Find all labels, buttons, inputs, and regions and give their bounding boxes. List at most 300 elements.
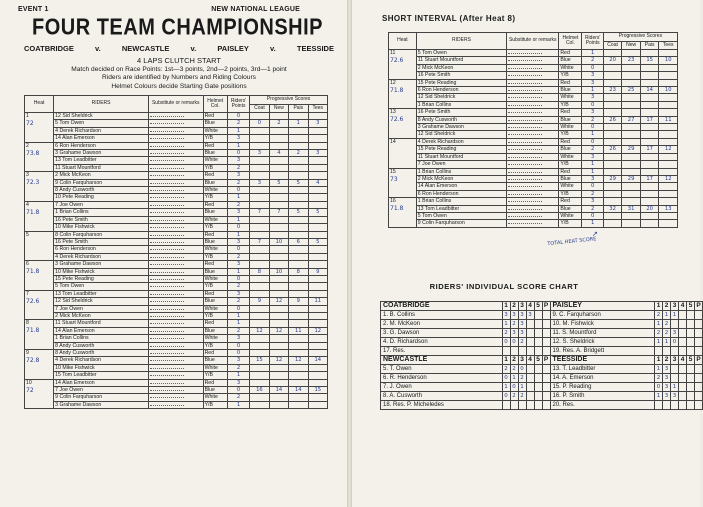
rider-points: 1	[227, 127, 249, 134]
helmet-colour: Red	[203, 261, 227, 268]
rider-points: 1	[582, 220, 603, 227]
helmet-colour: Blue	[203, 268, 227, 275]
rider-name: 1 Brian Collins	[416, 198, 506, 205]
rider-points: 2	[227, 364, 249, 371]
progressive-score: 9	[289, 298, 308, 305]
progressive-score	[308, 342, 327, 349]
rider-name: 10 Mike Fishwick	[54, 268, 149, 275]
rider-row	[25, 172, 328, 179]
progressive-score: 13	[659, 205, 678, 212]
rider-name: 7 Joe Owen	[54, 305, 149, 312]
rule-line: Match decided on Race Points: 1st—3 points, 2nd—2 points, 3rd—1 point	[71, 65, 287, 73]
progressive-score	[289, 342, 308, 349]
rider-name: 8 Colin Farquharson	[54, 231, 149, 238]
substitute-cell	[148, 238, 203, 245]
substitute-cell	[148, 120, 203, 127]
helmet-colour: White	[559, 212, 582, 219]
rider-points: 0	[582, 64, 603, 71]
team-heading: TEESSIDE	[550, 355, 655, 364]
progressive-score: 2	[269, 120, 288, 127]
rider-points: 1	[582, 168, 603, 175]
rider-name: 3 Grahame Dawson	[54, 150, 149, 157]
substitute-cell	[148, 372, 203, 379]
heat-cell	[389, 50, 417, 80]
ride-score	[534, 346, 542, 355]
progressive-score	[269, 350, 288, 357]
progressive-score	[289, 172, 308, 179]
helmet-colour: Blue	[203, 209, 227, 216]
rider-name: 1 Brian Collins	[54, 335, 149, 342]
progressive-score	[289, 275, 308, 282]
ride-column-header: P	[543, 356, 549, 364]
rider-points: 2	[227, 120, 249, 127]
heat-number: 10	[26, 379, 32, 386]
rider-name: 13. T. Leadbitter	[550, 364, 655, 373]
progressive-score	[269, 127, 288, 134]
progressive-score	[622, 50, 641, 57]
progressive-score: 4	[308, 179, 327, 186]
substitute-cell	[507, 109, 559, 116]
substitute-cell	[148, 194, 203, 201]
progressive-score	[289, 135, 308, 142]
ride-score	[655, 346, 663, 355]
progressive-score	[659, 64, 678, 71]
progressive-score	[250, 275, 269, 282]
helmet-colour: White	[203, 275, 227, 282]
rider-points: 0	[582, 101, 603, 108]
substitute-cell	[507, 131, 559, 138]
progressive-score	[640, 124, 659, 131]
rider-row	[389, 72, 678, 79]
heat-time: 72.3	[26, 179, 40, 187]
progressive-score	[603, 50, 622, 57]
rider-row	[389, 220, 678, 227]
progressive-score	[250, 194, 269, 201]
helmet-colour: Blue	[203, 387, 227, 394]
helmet-colour: Red	[559, 50, 582, 57]
progressive-score	[659, 50, 678, 57]
rider-row	[25, 298, 328, 305]
ride-score	[687, 310, 695, 319]
ride-score	[695, 400, 703, 409]
rider-name: 7 Joe Owen	[54, 201, 149, 208]
substitute-cell	[148, 298, 203, 305]
ride-score	[679, 382, 687, 391]
helmet-colour: Blue	[559, 175, 582, 182]
substitute-cell	[507, 101, 559, 108]
progressive-score: 3	[250, 150, 269, 157]
progressive-score	[640, 79, 659, 86]
rider-points: 0	[227, 113, 249, 120]
progressive-score	[659, 109, 678, 116]
heat-time: 71.8	[390, 205, 404, 213]
progressive-score	[269, 372, 288, 379]
progressive-score: 12	[269, 298, 288, 305]
heat-cell	[25, 320, 54, 350]
rider-name: 16 Pete Smith	[54, 216, 149, 223]
progressive-score: 29	[603, 175, 622, 182]
chart-title: RIDERS' INDIVIDUAL SCORE CHART	[429, 281, 579, 291]
ride-score	[655, 400, 663, 409]
progressive-score: 15	[250, 357, 269, 364]
progressive-score	[622, 94, 641, 101]
progressive-score: 5	[269, 179, 288, 186]
progressive-score	[269, 194, 288, 201]
rider-row	[25, 275, 328, 282]
heat-time: 72.6	[390, 116, 404, 124]
ride-score	[679, 319, 687, 328]
progressive-score	[622, 190, 641, 197]
rider-name: 6 Ron Henderson	[416, 87, 506, 94]
substitute-cell	[507, 87, 559, 94]
progressive-score	[308, 394, 327, 401]
rider-points: 1	[582, 50, 603, 57]
rider-points: 3	[582, 72, 603, 79]
substitute-cell	[148, 275, 203, 282]
rider-name: 10. M. Fishwick	[550, 319, 655, 328]
ride-score: 1	[671, 310, 679, 319]
helmet-colour: Y/B	[559, 220, 582, 227]
rider-name: 4 Derek Richardson	[54, 253, 149, 260]
progressive-score	[289, 113, 308, 120]
col-new: New	[269, 104, 288, 113]
rider-points: 2	[227, 283, 249, 290]
ride-score	[695, 328, 703, 337]
heat-time: 71.8	[26, 208, 40, 216]
ride-score: 1	[655, 319, 663, 328]
substitute-cell	[507, 57, 559, 64]
race-rules	[18, 57, 340, 91]
progressive-score	[603, 109, 622, 116]
rider-name: 2 Mick McKeon	[416, 64, 506, 71]
ride-score	[695, 310, 703, 319]
ride-score: 3	[526, 310, 534, 319]
arrow-icon: ↗	[592, 230, 598, 238]
progressive-score: 17	[640, 116, 659, 123]
progressive-score	[269, 401, 288, 408]
rider-name: 5 Tom Owen	[416, 212, 506, 219]
progressive-score	[308, 164, 327, 171]
ride-score: 2	[655, 328, 663, 337]
col-coat: Coat	[603, 41, 622, 50]
rider-name: 14. A. Emerson	[550, 373, 655, 382]
progressive-score	[250, 305, 269, 312]
progressive-score	[269, 312, 288, 319]
rider-row	[389, 175, 678, 182]
chart-row	[381, 373, 703, 382]
rider-points: 1	[582, 87, 603, 94]
progressive-score	[659, 72, 678, 79]
progressive-score	[622, 72, 641, 79]
rider-points: 2	[227, 298, 249, 305]
helmet-colour: Y/B	[203, 135, 227, 142]
rider-points: 2	[227, 253, 249, 260]
progressive-score	[603, 94, 622, 101]
progressive-score	[308, 379, 327, 386]
rider-row	[389, 50, 678, 57]
progressive-score	[603, 190, 622, 197]
progressive-score	[289, 305, 308, 312]
substitute-cell	[148, 164, 203, 171]
progressive-score: 12	[659, 175, 678, 182]
rider-points: 3	[227, 172, 249, 179]
progressive-score	[289, 164, 308, 171]
ride-score	[663, 346, 671, 355]
rider-points: 2	[227, 327, 249, 334]
progressive-score	[250, 283, 269, 290]
team-heading: NEWCASTLE	[381, 355, 503, 364]
ride-score: 0	[671, 337, 679, 346]
helmet-colour: Y/B	[203, 401, 227, 408]
progressive-score	[659, 183, 678, 190]
progressive-score	[250, 172, 269, 179]
ride-column-header: 5	[687, 301, 695, 310]
helmet-colour: Y/B	[203, 342, 227, 349]
heat-cell	[389, 79, 417, 109]
helmet-colour: Red	[203, 231, 227, 238]
ride-score: 3	[518, 310, 526, 319]
substitute-cell	[148, 394, 203, 401]
ride-score	[695, 382, 703, 391]
ride-score: 1	[502, 382, 510, 391]
progressive-score: 20	[640, 205, 659, 212]
rider-row	[389, 79, 678, 86]
col-riders: RIDERS	[54, 96, 149, 113]
substitute-cell	[148, 224, 203, 231]
substitute-cell	[148, 357, 203, 364]
ride-column-header: 5	[534, 355, 542, 364]
progressive-score	[622, 138, 641, 145]
progressive-score	[250, 187, 269, 194]
progressive-score: 3	[308, 120, 327, 127]
rider-points: 0	[227, 342, 249, 349]
ride-column-header: 5	[687, 355, 695, 364]
rider-row	[389, 146, 678, 153]
rider-row	[25, 312, 328, 319]
ride-score: 2	[518, 391, 526, 400]
rider-name: 12 Sid Sheldrick	[416, 131, 506, 138]
rider-row	[25, 327, 328, 334]
heat-time: 71.8	[26, 268, 40, 276]
ride-score: 2	[502, 328, 510, 337]
progressive-score	[659, 131, 678, 138]
ride-score	[502, 400, 510, 409]
progressive-score	[622, 109, 641, 116]
rider-row	[25, 120, 328, 127]
rider-name: 5 Tom Owen	[54, 283, 149, 290]
event-label: EVENT 1	[18, 6, 49, 13]
ride-score: 2	[510, 319, 518, 328]
rider-points: 3	[227, 379, 249, 386]
substitute-cell	[507, 175, 559, 182]
col-progressive: Progressive Scores	[250, 96, 328, 105]
ride-column-header: 5	[534, 301, 542, 310]
progressive-score	[659, 198, 678, 205]
rider-name: 3 Grahame Dawson	[54, 261, 149, 268]
progressive-score	[269, 201, 288, 208]
ride-score	[510, 400, 518, 409]
progressive-score	[269, 379, 288, 386]
progressive-score	[640, 153, 659, 160]
rider-name: 5 Tom Owen	[54, 120, 149, 127]
progressive-score	[308, 401, 327, 408]
ride-score	[679, 400, 687, 409]
col-helmet: Helmet Col.	[203, 96, 227, 113]
progressive-score	[289, 312, 308, 319]
ride-score: 2	[518, 337, 526, 346]
ride-score	[510, 346, 518, 355]
rider-points: 2	[582, 190, 603, 197]
progressive-score: 17	[640, 175, 659, 182]
rider-points: 1	[227, 142, 249, 149]
rider-row	[389, 131, 678, 138]
substitute-cell	[507, 94, 559, 101]
progressive-score: 31	[622, 205, 641, 212]
col-tees: Tees	[308, 104, 327, 113]
ride-score: 2	[663, 319, 671, 328]
progressive-score	[622, 183, 641, 190]
ride-column-header: 2	[663, 301, 671, 310]
rider-name: 5. T. Owen	[381, 364, 503, 373]
ride-score	[534, 364, 542, 373]
progressive-score: 6	[289, 238, 308, 245]
heat-number: 2	[26, 142, 29, 149]
rider-row	[389, 64, 678, 71]
rider-row	[389, 168, 678, 175]
ride-column-header: P	[543, 302, 549, 310]
rider-points: 2	[227, 394, 249, 401]
progressive-score	[603, 124, 622, 131]
heat-number: 5	[26, 231, 29, 238]
substitute-cell	[148, 150, 203, 157]
progressive-score	[269, 364, 288, 371]
rider-points: 3	[582, 94, 603, 101]
heat-cell	[25, 113, 54, 143]
rider-name: 8 Andy Cusworth	[54, 187, 149, 194]
progressive-score	[308, 246, 327, 253]
substitute-cell	[507, 198, 559, 205]
col-pais: Pais	[289, 104, 308, 113]
progressive-score	[659, 190, 678, 197]
progressive-score	[269, 342, 288, 349]
rider-name: 4 Derek Richardson	[54, 127, 149, 134]
progressive-score	[603, 72, 622, 79]
progressive-score: 4	[269, 150, 288, 157]
progressive-score: 5	[308, 209, 327, 216]
progressive-score	[308, 350, 327, 357]
helmet-colour: Blue	[203, 327, 227, 334]
helmet-colour: Y/B	[203, 224, 227, 231]
rider-row	[25, 342, 328, 349]
ride-score	[687, 382, 695, 391]
rider-row	[25, 357, 328, 364]
teams-line	[24, 44, 334, 53]
rider-points: 3	[582, 109, 603, 116]
col-new: New	[622, 41, 641, 50]
progressive-score	[269, 187, 288, 194]
rider-points: 1	[582, 161, 603, 168]
progressive-score	[289, 127, 308, 134]
progressive-score	[289, 364, 308, 371]
rider-points: 3	[227, 157, 249, 164]
rider-row	[389, 109, 678, 116]
ride-score	[534, 391, 542, 400]
progressive-score	[289, 157, 308, 164]
substitute-cell	[148, 283, 203, 290]
ride-score	[542, 319, 550, 328]
ride-score	[695, 364, 703, 373]
col-pais: Pais	[640, 41, 659, 50]
rider-name: 1 Brian Collins	[416, 168, 506, 175]
progressive-score	[269, 113, 288, 120]
rider-points: 0	[227, 224, 249, 231]
ride-column-header: 1	[655, 301, 663, 310]
progressive-score	[603, 64, 622, 71]
helmet-colour: Y/B	[203, 194, 227, 201]
progressive-score: 10	[269, 238, 288, 245]
ride-score	[695, 346, 703, 355]
rider-row	[389, 205, 678, 212]
progressive-score	[269, 290, 288, 297]
progressive-score	[603, 79, 622, 86]
progressive-score	[269, 231, 288, 238]
ride-score	[687, 391, 695, 400]
progressive-score	[289, 290, 308, 297]
progressive-score: 7	[269, 209, 288, 216]
rider-name: 13 Tom Leadbitter	[54, 157, 149, 164]
rider-points: 0	[227, 246, 249, 253]
progressive-score: 3	[308, 150, 327, 157]
rule-line: Helmet Colours decide Starting Gate positions	[111, 82, 247, 90]
page-title: FOUR TEAM CHAMPIONSHIP	[32, 15, 323, 41]
rider-points: 3	[227, 335, 249, 342]
progressive-score	[603, 131, 622, 138]
progressive-score	[622, 161, 641, 168]
progressive-score	[289, 216, 308, 223]
progressive-score: 12	[250, 327, 269, 334]
helmet-colour: Red	[559, 138, 582, 145]
progressive-score: 26	[603, 116, 622, 123]
substitute-cell	[148, 401, 203, 408]
substitute-cell	[148, 179, 203, 186]
progressive-score	[250, 312, 269, 319]
league-label: NEW NATIONAL LEAGUE	[211, 6, 300, 13]
progressive-score	[640, 131, 659, 138]
helmet-colour: White	[203, 216, 227, 223]
rider-row	[25, 164, 328, 171]
progressive-score	[640, 220, 659, 227]
progressive-score	[308, 335, 327, 342]
rider-row	[25, 290, 328, 297]
rider-row	[25, 113, 328, 120]
rider-row	[25, 216, 328, 223]
progressive-score	[289, 142, 308, 149]
helmet-colour: White	[203, 394, 227, 401]
rider-name: 12 Sid Sheldrick	[416, 94, 506, 101]
rider-row	[25, 387, 328, 394]
rider-points: 3	[227, 209, 249, 216]
progressive-score	[269, 283, 288, 290]
progressive-score	[250, 164, 269, 171]
ride-score: 3	[502, 310, 510, 319]
ride-score: 1	[518, 382, 526, 391]
substitute-cell	[507, 212, 559, 219]
substitute-cell	[507, 205, 559, 212]
progressive-score: 26	[603, 146, 622, 153]
rider-name: 4. D. Richardson	[381, 337, 503, 346]
rider-row	[25, 268, 328, 275]
rider-name: 7 Joe Owen	[416, 161, 506, 168]
